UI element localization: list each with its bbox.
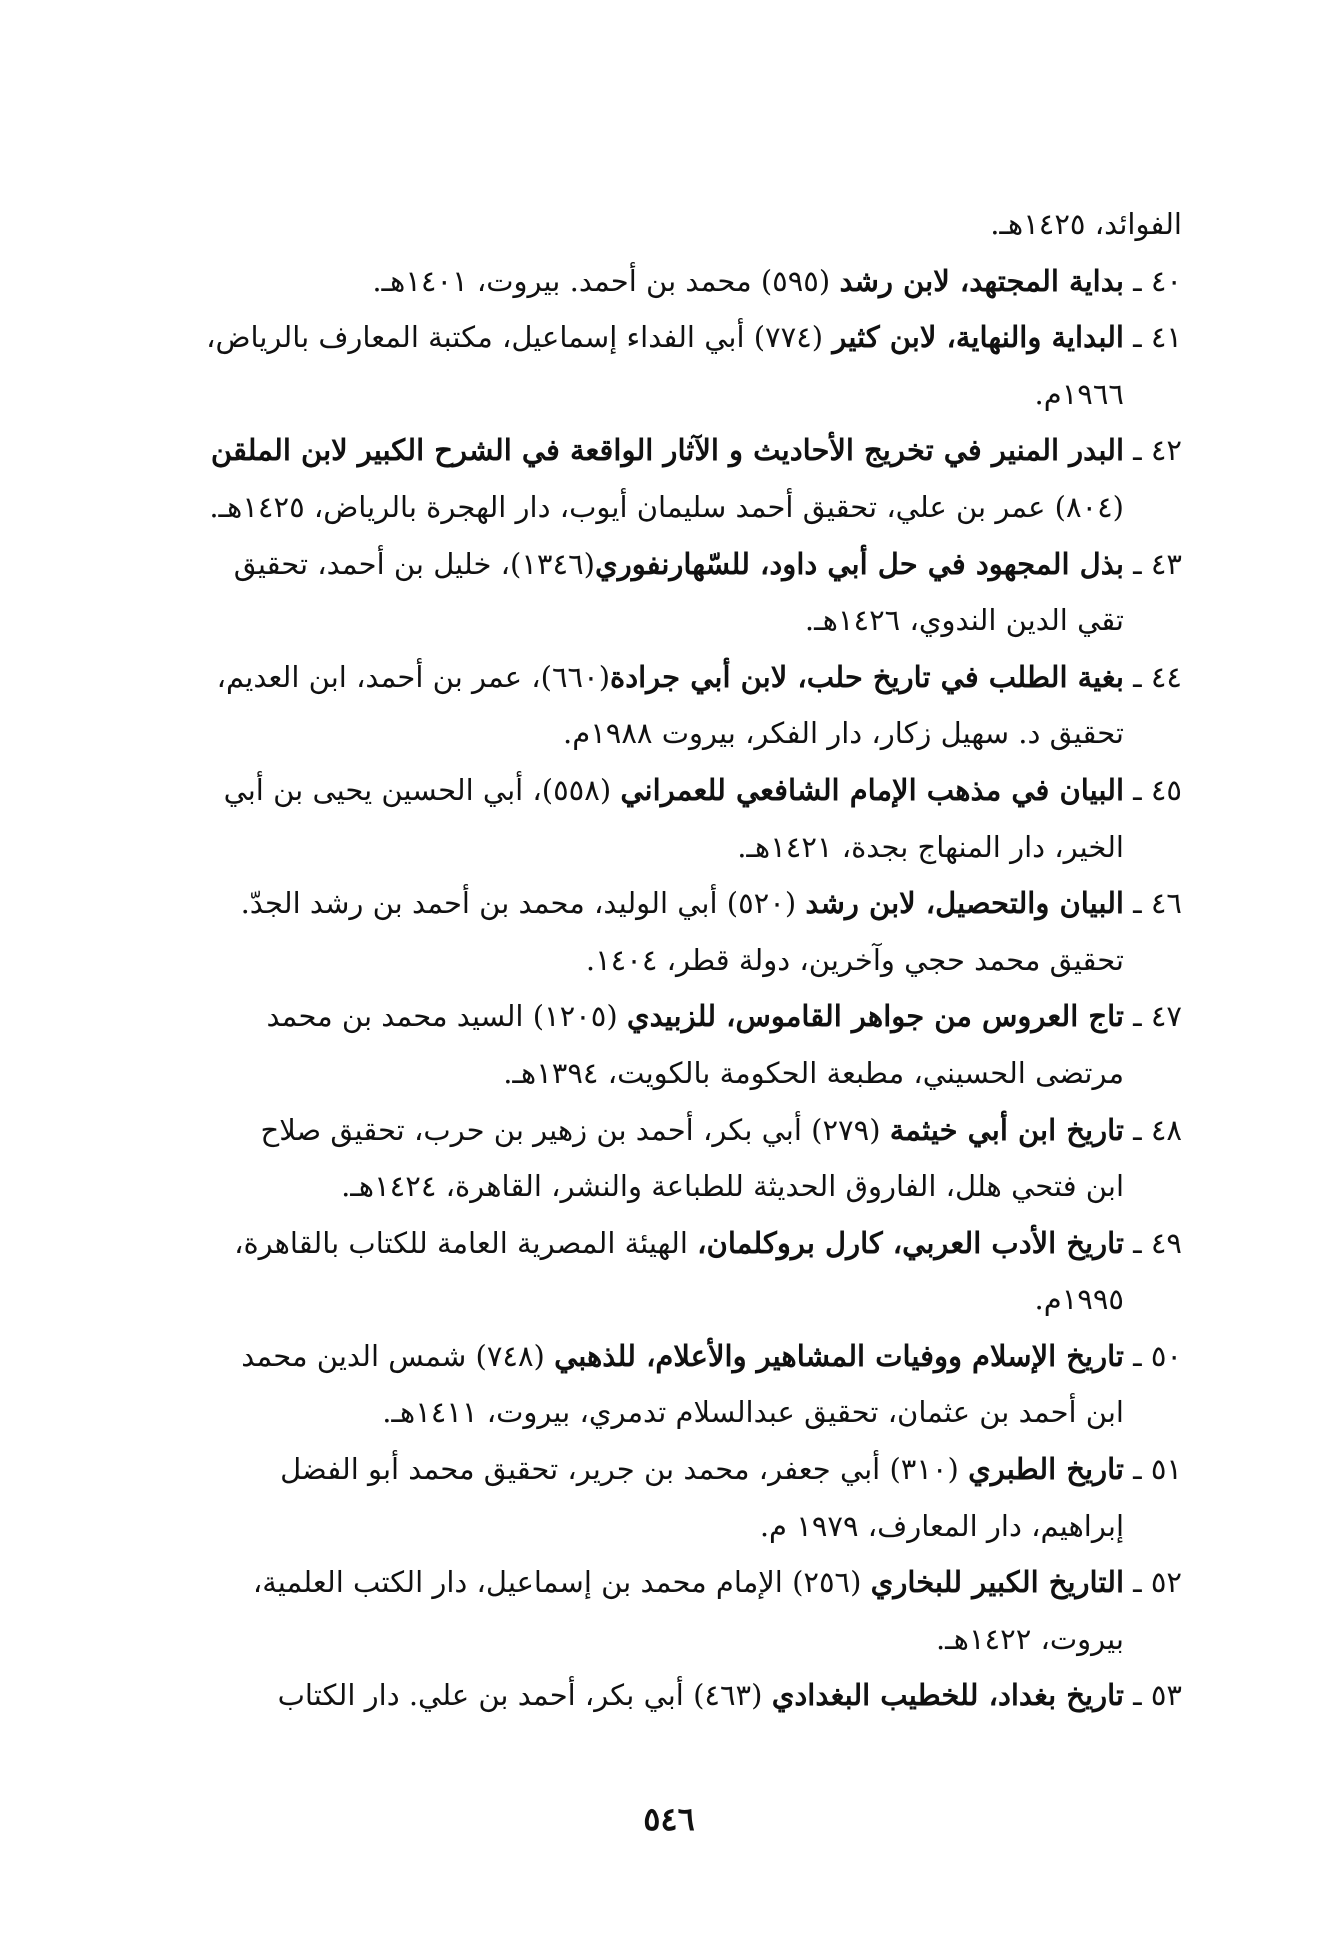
entry-first-line	[206, 320, 1182, 354]
entry-continuation: ابن أحمد بن عثمان، تحقيق عبدالسلام تدمري، بيروت، ١٤١١هـ.	[382, 1395, 1124, 1430]
entry-title: بداية المجتهد، لابن رشد	[839, 263, 1124, 298]
entry-continuation: (٨٠٤) عمر بن علي، تحقيق أحمد سليمان أيوب، دار الهجرة بالرياض، ١٤٢٥هـ.	[209, 489, 1124, 524]
entry-first-line	[260, 1113, 1182, 1147]
entry-number: ٥٣ ـ	[1133, 1678, 1182, 1713]
bibliography-entry	[152, 762, 1182, 875]
entry-first-line	[217, 660, 1182, 694]
entry-first-line	[241, 886, 1182, 920]
entry-first-line	[266, 999, 1182, 1033]
entry-first-line	[224, 773, 1182, 807]
entry-first-line	[278, 1678, 1182, 1712]
entry-continuation: تحقيق د. سهيل زكار، دار الفكر، بيروت ١٩٨٨م.	[563, 716, 1124, 751]
entry-details: (٥٢٠) أبي الوليد، محمد بن أحمد بن رشد الجدّ.	[240, 886, 806, 921]
bibliography-entry	[152, 1328, 1182, 1441]
entry-details: الهيئة المصرية العامة للكتاب بالقاهرة،	[234, 1225, 698, 1260]
entry-first-line	[280, 1452, 1182, 1486]
entry-title: تاريخ ابن أبي خيثمة	[889, 1112, 1124, 1147]
entry-details: (١٣٤٦)، خليل بن أحمد، تحقيق	[233, 546, 595, 581]
entry-title: تاج العروس من جواهر القاموس، للزبيدي	[626, 999, 1124, 1034]
entry-continuation: تقي الدين الندوي، ١٤٢٦هـ.	[804, 603, 1124, 638]
bibliography-entry	[152, 875, 1182, 988]
bibliography-entry	[152, 988, 1182, 1101]
entry-details: (٢٧٩) أبي بكر، أحمد بن زهير بن حرب، تحقيق صلاح	[260, 1112, 890, 1147]
entry-number: ٤١ ـ	[1133, 320, 1182, 355]
entry-first-line	[234, 547, 1182, 581]
entry-title: تاريخ الإسلام ووفيات المشاهير والأعلام، للذهبي	[554, 1338, 1124, 1373]
entry-number: ٤٦ ـ	[1133, 886, 1182, 921]
bibliography-entry	[152, 1441, 1182, 1554]
entry-number: ٥٢ ـ	[1133, 1565, 1182, 1600]
entry-details: (٥٥٨)، أبي الحسين يحيى بن أبي	[223, 772, 621, 807]
entry-details: (٤٦٣) أبي بكر، أحمد بن علي. دار الكتاب	[277, 1678, 772, 1713]
entry-continuation: ابن فتحي هلل، الفاروق الحديثة للطباعة والنشر، القاهرة، ١٤٢٤هـ.	[341, 1169, 1124, 1204]
entry-number: ٤٧ ـ	[1133, 999, 1182, 1034]
bibliography-entry	[152, 253, 1182, 310]
entry-continuation: مرتضى الحسيني، مطبعة الحكومة بالكويت، ١٣٩٤هـ.	[503, 1055, 1124, 1090]
entry-continuation: بيروت، ١٤٢٢هـ.	[935, 1621, 1124, 1656]
entry-first-line	[253, 1565, 1182, 1599]
entry-number: ٤٠ ـ	[1133, 263, 1182, 298]
entry-title: بغية الطلب في تاريخ حلب، لابن أبي جرادة	[610, 659, 1124, 694]
entry-title: تاريخ بغداد، للخطيب البغدادي	[771, 1678, 1124, 1713]
entry-title: تاريخ الطبري	[968, 1452, 1124, 1487]
entry-details: (٧٤٨) شمس الدين محمد	[241, 1338, 555, 1373]
entry-title: البيان في مذهب الإمام الشافعي للعمراني	[620, 772, 1124, 807]
entry-first-line	[241, 1339, 1182, 1373]
bibliography-list	[152, 196, 1182, 1724]
entry-number: ٤٨ ـ	[1133, 1112, 1182, 1147]
entries-container	[152, 253, 1182, 1724]
entry-first-line	[234, 1226, 1182, 1260]
entry-details: (٣١٠) أبي جعفر، محمد بن جرير، تحقيق محمد أبو الفضل	[280, 1452, 969, 1487]
entry-number: ٤٢ ـ	[1133, 433, 1182, 468]
entry-first-line	[211, 433, 1182, 467]
entry-continuation: إبراهيم، دار المعارف، ١٩٧٩ م.	[759, 1508, 1124, 1543]
entry-title: البيان والتحصيل، لابن رشد	[805, 886, 1124, 921]
bibliography-entry	[152, 309, 1182, 422]
bibliography-entry	[152, 1215, 1182, 1328]
entry-continuation: ١٩٩٥م.	[1034, 1282, 1124, 1317]
entry-number: ٥٠ ـ	[1133, 1338, 1182, 1373]
bibliography-entry	[152, 649, 1182, 762]
entry-details: (٦٦٠)، عمر بن أحمد، ابن العديم،	[216, 659, 611, 694]
page-number: ٥٤٦	[643, 1800, 695, 1838]
entry-number: ٤٤ ـ	[1133, 659, 1182, 694]
entry-title: التاريخ الكبير للبخاري	[870, 1565, 1124, 1600]
entry-details: (٥٩٥) محمد بن أحمد. بيروت، ١٤٠١هـ.	[372, 263, 840, 298]
entry-number: ٤٩ ـ	[1133, 1225, 1182, 1260]
entry-continuation: الخير، دار المنهاج بجدة، ١٤٢١هـ.	[737, 829, 1124, 864]
entry-continuation: تحقيق محمد حجي وآخرين، دولة قطر، ١٤٠٤.	[585, 942, 1124, 977]
entry-title: البداية والنهاية، لابن كثير	[832, 320, 1124, 355]
bibliography-entry	[152, 1102, 1182, 1215]
entry-number: ٤٥ ـ	[1133, 772, 1182, 807]
entry-details: (٧٧٤) أبي الفداء إسماعيل، مكتبة المعارف بالرياض،	[206, 320, 833, 355]
entry-number: ٤٣ ـ	[1133, 546, 1182, 581]
entry-title: بذل المجهود في حل أبي داود، للسّهارنفوري	[595, 546, 1124, 581]
entry-continuation: ١٩٦٦م.	[1034, 376, 1124, 411]
entry-details: (٢٥٦) الإمام محمد بن إسماعيل، دار الكتب العلمية،	[252, 1565, 871, 1600]
entry-number: ٥١ ـ	[1133, 1452, 1182, 1487]
entry-first-line	[372, 264, 1182, 298]
continued-entry-text: الفوائد، ١٤٢٥هـ.	[990, 207, 1182, 241]
entry-details: (١٢٠٥) السيد محمد بن محمد	[266, 999, 627, 1034]
bibliography-entry	[152, 1667, 1182, 1724]
bibliography-entry	[152, 536, 1182, 649]
bibliography-entry	[152, 1554, 1182, 1667]
entry-title: تاريخ الأدب العربي، كارل بروكلمان،	[697, 1225, 1124, 1260]
bibliography-entry	[152, 422, 1182, 535]
entry-title: البدر المنير في تخريج الأحاديث و الآثار الواقعة في الشرح الكبير لابن الملقن	[210, 433, 1124, 468]
